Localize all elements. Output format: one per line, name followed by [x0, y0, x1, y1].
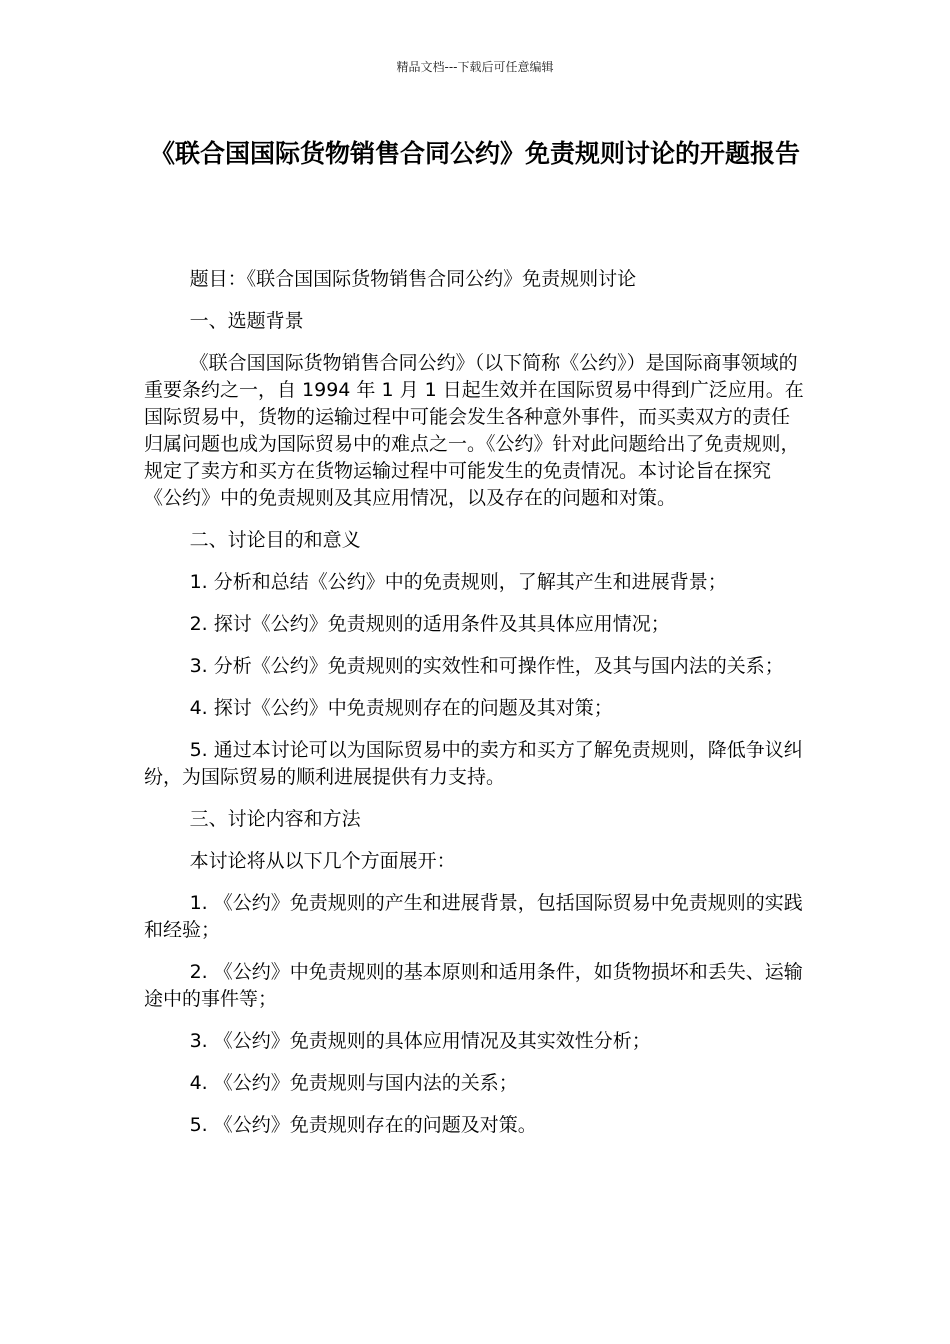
content-item-5: 5. 《公约》免责规则存在的问题及对策。	[189, 1114, 537, 1136]
purpose-item-1: 1. 分析和总结《公约》中的免责规则，了解其产生和进展背景；	[189, 571, 727, 593]
section-heading-content: 三、讨论内容和方法	[189, 808, 361, 830]
section-heading-background: 一、选题背景	[189, 310, 304, 332]
purpose-item-2: 2. 探讨《公约》免责规则的适用条件及其具体应用情况；	[189, 613, 670, 635]
purpose-item-4: 4. 探讨《公约》中免责规则存在的问题及其对策；	[189, 697, 613, 719]
paragraph-topic: 题目：《联合国国际货物销售合同公约》免责规则讨论	[189, 268, 637, 290]
document-body	[144, 266, 806, 1154]
content-item-3: 3. 《公约》免责规则的具体应用情况及其实效性分析；	[189, 1030, 651, 1052]
document-title: 《联合国国际货物销售合同公约》免责规则讨论的开题报告	[149, 139, 800, 168]
content-item-1: 1. 《公约》免责规则的产生和进展背景，包括国际贸易中免责规则的实践和经验；	[144, 892, 803, 941]
purpose-item-5: 5. 通过本讨论可以为国际贸易中的卖方和买方了解免责规则，降低争议纠纷，为国际贸易的顺利进展提供有力支持。	[144, 739, 803, 788]
paragraph-content-intro: 本讨论将从以下几个方面展开：	[189, 850, 456, 872]
content-item-4: 4. 《公约》免责规则与国内法的关系；	[189, 1072, 518, 1094]
header-note: 精品文档---下载后可任意编辑	[396, 60, 554, 74]
paragraph-background: 《联合国国际货物销售合同公约》（以下简称《公约》）是国际商事领域的重要条约之一，自 1994 年 1 月 1 日起生效并在国际贸易中得到广泛应用。在国际贸易中，货物的运输过程中可能会发生各种意外事件，而买卖双方的责任归属问题也成为国际贸易中的难点之一。《公约》针对此问题给出了免责规则，规定了卖方和买方在货物运输过程中可能发生的免责情况。本讨论旨在探究《公约》中的免责规则及其应用情况，以及存在的问题和对策。	[144, 352, 804, 509]
purpose-item-3: 3. 分析《公约》免责规则的实效性和可操作性，及其与国内法的关系；	[189, 655, 784, 677]
section-heading-purpose: 二、讨论目的和意义	[189, 529, 361, 551]
content-item-2: 2. 《公约》中免责规则的基本原则和适用条件，如货物损坏和丢失、运输途中的事件等；	[144, 961, 803, 1010]
